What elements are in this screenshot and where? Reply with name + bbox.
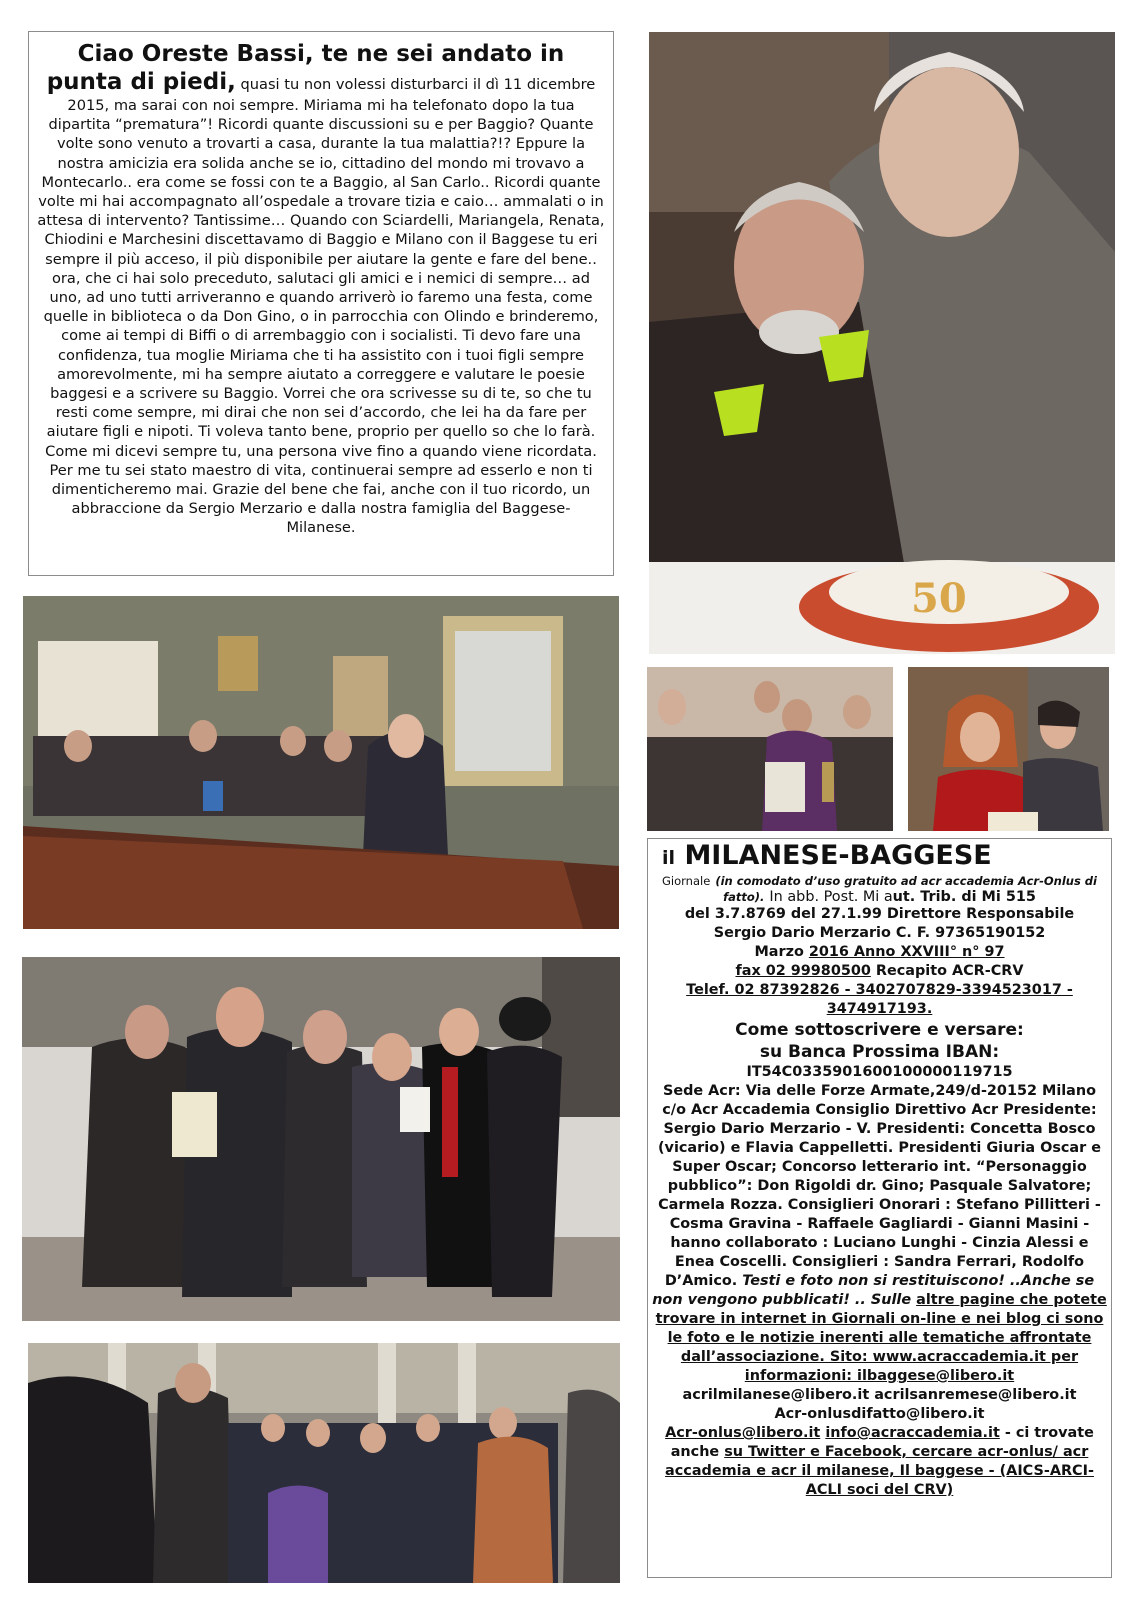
masthead-title-prefix: il (662, 847, 676, 869)
masthead-line-5 (652, 962, 1107, 981)
masthead-abb-post: In abb. Post. Mi a (769, 889, 893, 905)
article-body (37, 40, 605, 538)
masthead-line-4 (652, 943, 1107, 962)
newspaper-masthead (647, 838, 1112, 1578)
masthead-closing-a: - ci trovate anche (670, 1425, 1094, 1460)
masthead-comodato: (in comodato d’uso gratuito ad acr accademia Acr-Onlus di fatto). (715, 874, 1097, 904)
masthead-title-name: MILANESE-BAGGESE (684, 840, 992, 871)
masthead-email-acr-onlus[interactable]: Acr-onlus@libero.it (665, 1425, 821, 1441)
masthead-italic-note: Testi e foto non si restituiscono! ..Anche se non vengono pubblicati! .. Sulle (652, 1273, 1095, 1308)
masthead-line-1 (652, 873, 1107, 905)
masthead-iban: IT54C0335901600100000119715 (746, 1064, 1013, 1080)
cake-number: 50 (911, 575, 967, 622)
masthead-email-info[interactable]: info@acraccademia.it (825, 1425, 1000, 1441)
article-text: quasi tu non volessi disturbarci il dì 11 dicembre 2015, ma sarai con noi sempre. Miriama mi ha telefonato dopo la tua dipartita “prematura”! Ricordi quante discussioni su e per Baggio? Quante volte sono venuto a trovarti a casa, durante la tua malattia?!? Eppure la nostra amicizia era solida anche se io, cittadino del mondo mi trovavo a Montecarlo.. era come se fossi con te a Baggio, al San Carlo.. Ricordi quante volte mi hai accompagnato all’ospedale a trovare tizia e caio… ammalati o in attesa di intervento? Tantissime… Quando con Sciardelli, Mariangela, Renata, Chiodini e Marchesini discettavamo di Baggio e Milano con il Baggese tu eri sempre il più acceso, il più disponibile per aiutare la gente e fare del bene.. ora, che ci hai solo preceduto, salutaci gli amici e i nemici di sempre… ad uno, ad uno tutti arriveranno e quando arriverò io faremo una festa, come quelle in biblioteca o da Don Gino, o in parrocchia con Olindo e brinderemo, come ai tempi di Biffi o di arrembaggio con i socialisti. Ti devo fare una confidenza, tua moglie Miriama che ti ha assistito con i tuoi figli sempre amorevolmente, mi ha sempre aiutato a correggere e valutare le poesie baggesi e a scrivere su Baggio. Vorrei che ora scrivesse su di te, so che tu resti come sempre, mi dirai che non sei d’accordo, che lei ha da fare per aiutare figli e nipoti. Ti voleva tanto bene, proprio per quello so che lo farà. Come mi dicevi sempre tu, una persona vive fino a quando viene ricordata. Per me tu sei stato maestro di vita, continuerai sempre ad esserlo e non ti dimenticheremo mai. Grazie del bene che fai, anche con il tuo ricordo, un abbraccione da Sergio Merzario e dalla nostra famiglia del Baggese-Milanese. (37, 76, 605, 537)
article-box (28, 31, 614, 576)
masthead-body (652, 1082, 1107, 1386)
masthead-phone: Telef. 02 87392826 - 3402707829-3394523017 - 3474917193. (686, 982, 1073, 1017)
photo-cake-celebration (649, 32, 1115, 654)
masthead-emails-1[interactable]: acrilmilanese@libero.it acrilsanremese@libero.it (682, 1387, 1077, 1403)
masthead-month: Marzo (754, 944, 804, 960)
masthead-fax: fax 02 99980500 (735, 963, 871, 979)
photo-award-ceremony-group (22, 957, 620, 1321)
article-title: Ciao Oreste Bassi, te ne sei andato in punta di piedi, (46, 41, 565, 95)
subscribe-heading-1: Come sottoscrivere e versare: (735, 1020, 1024, 1040)
photo-two-women (908, 667, 1109, 831)
masthead-web-info[interactable]: altre pagine che potete trovare in internet in Giornali on-line e nei blog ci sono le foto e le notizie inerenti alle tematiche affrontate dall’associazione. Sito: www.acraccademia.it per informazioni: ilbaggese@libero.it (655, 1292, 1107, 1384)
masthead-trib: ut. Trib. di Mi 515 (892, 889, 1036, 905)
masthead-title (652, 841, 1107, 873)
masthead-line-2: del 3.7.8769 del 27.1.99 Direttore Responsabile (684, 906, 1075, 922)
subscribe-heading-2: su Banca Prossima IBAN: (759, 1042, 1000, 1062)
masthead-line-3: Sergio Dario Merzario C. F. 97365190152 (713, 925, 1046, 941)
masthead-closing-b: su Twitter e Facebook, cercare acr-onlus/ acr accademia e acr il milanese, Il baggese - (AICS-ARCI-ACLI soci del CRV) (665, 1444, 1094, 1498)
photo-courtyard-students (28, 1343, 620, 1583)
masthead-giornale: Giornale (662, 874, 711, 888)
masthead-emails-2[interactable]: Acr-onlusdifatto@libero.it (774, 1406, 985, 1422)
masthead-issue: 2016 Anno XXVIII° n° 97 (808, 944, 1005, 960)
masthead-body-text: Sede Acr: Via delle Forze Armate,249/d-20152 Milano c/o Acr Accademia Consiglio Direttivo Acr Presidente: Sergio Dario Merzario - V. Presidenti: Concetta Bosco (vicario) e Flavia Cappelletti. Presidenti Giuria Oscar e Super Oscar; Concorso letterario int. “Personaggio pubblico”: Don Rigoldi dr. Gino; Pasquale Salvatore; Carmela Rozza. Consiglieri Onorari : Stefano Pillitteri - Cosma Gravina - Raffaele Gagliardi - Gianni Masini - hanno collaborato : Luciano Lunghi - Cinzia Alessi e Enea Coscelli. Consiglieri : Sandra Ferrari, Rodolfo D’Amico. (657, 1083, 1102, 1289)
masthead-recapito: Recapito ACR-CRV (875, 963, 1024, 979)
masthead-closing (652, 1424, 1107, 1500)
photo-award-group-small (647, 667, 893, 831)
photo-palace-hall-students (23, 596, 619, 929)
